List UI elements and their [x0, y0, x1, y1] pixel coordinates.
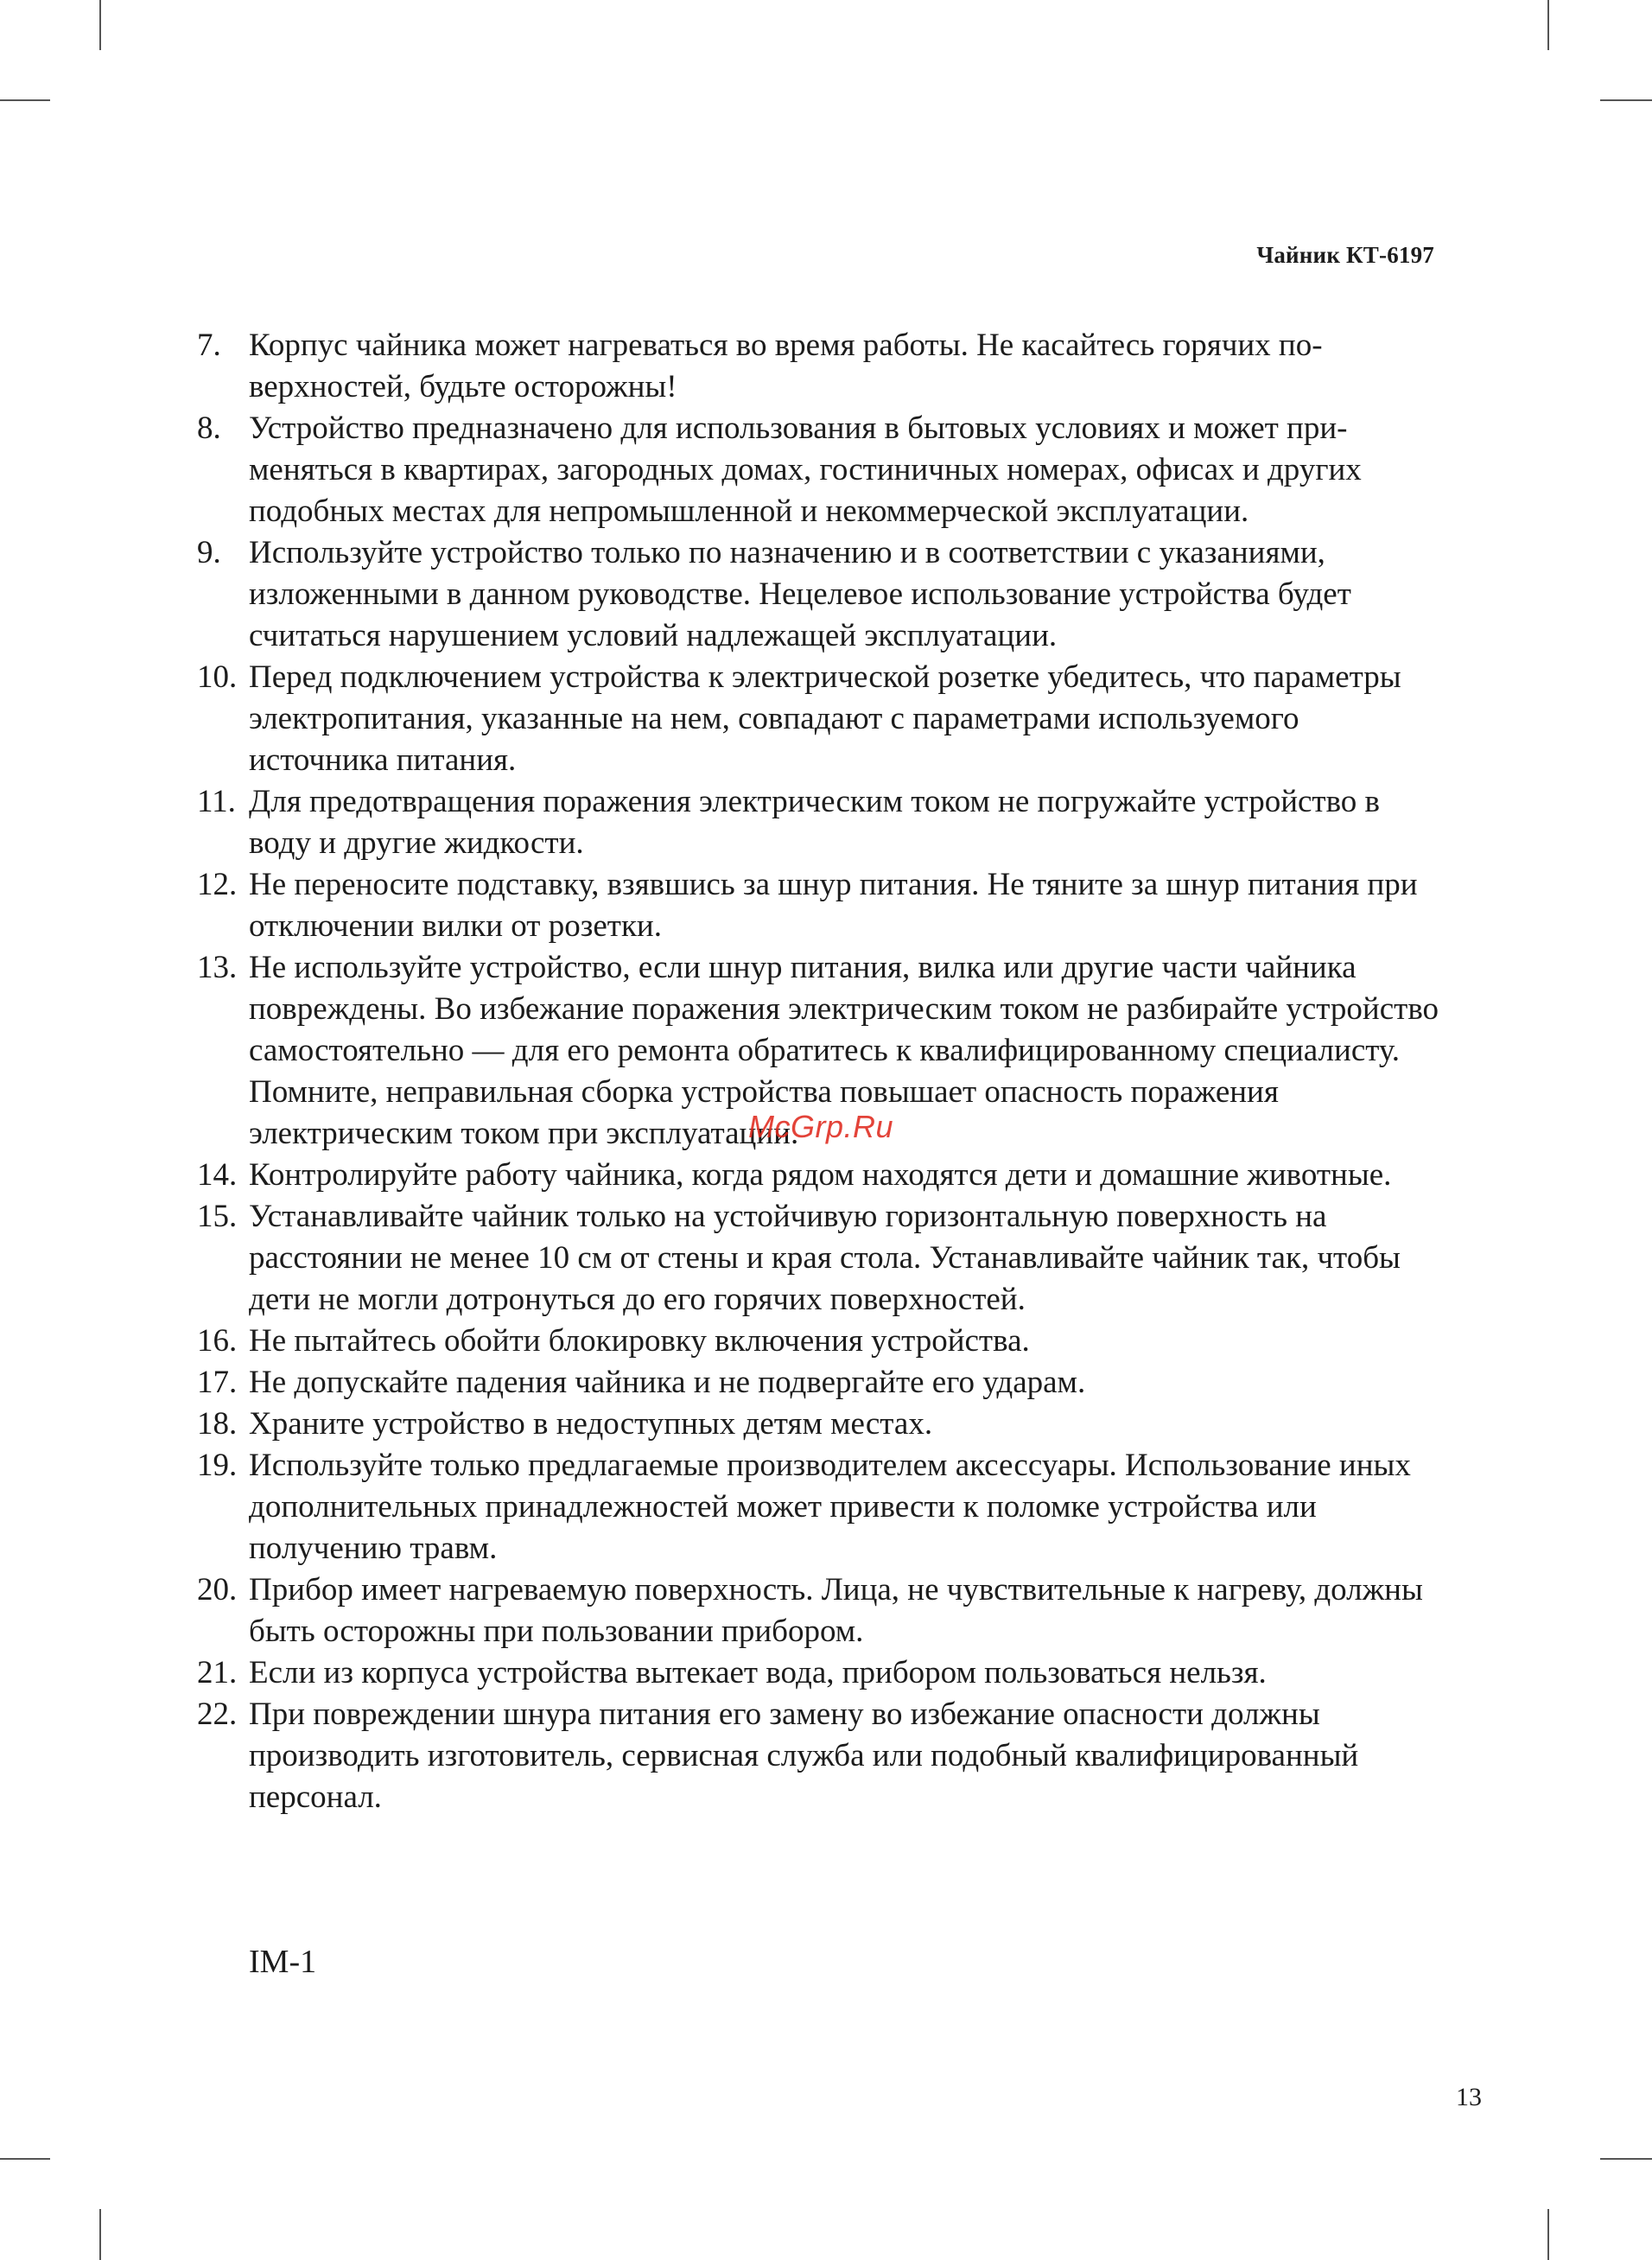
crop-mark-bottom-left: [99, 2209, 101, 2260]
item-text: Перед подключением устройства к электрической розетке убедитесь, что параметры электропитания, указанные на нем, совпадают с параметрами используемого источника питания.: [249, 659, 1401, 778]
list-item: [197, 1155, 1441, 1196]
list-item: [197, 1569, 1441, 1652]
item-number: 14.: [197, 1157, 238, 1193]
item-text: Если из корпуса устройства вытекает вода, прибором пользоваться нельзя.: [249, 1655, 1267, 1690]
item-number: 18.: [197, 1406, 238, 1442]
item-text: Корпус чайника может нагреваться во время работы. Не касайтесь горячих поверхностей, будьте осторожны!: [249, 328, 1323, 404]
item-number: 22.: [197, 1697, 238, 1732]
item-number: 13.: [197, 950, 238, 985]
item-text: При повреждении шнура питания его замену во избежание опасности должны производить изготовитель, сервисная служба или подобный квалифицированный персонал.: [249, 1697, 1359, 1815]
crop-mark-right-top: [1600, 99, 1652, 101]
item-text: Прибор имеет нагреваемую поверхность. Лица, не чувствительные к нагреву, должны быть осторожны при пользовании прибором.: [249, 1572, 1423, 1649]
list-item: [197, 864, 1441, 947]
item-number: 15.: [197, 1199, 238, 1234]
item-number: 8.: [197, 411, 221, 446]
list-item: [197, 657, 1441, 781]
list-item: [197, 1321, 1441, 1362]
item-number: 7.: [197, 328, 221, 363]
list-item: [197, 325, 1441, 408]
item-text: Используйте только предлагаемые производителем аксессуары. Использование иных дополнительных принадлежностей может привести к поломке устройства или получению травм.: [249, 1448, 1411, 1566]
item-text: Не пытайтесь обойти блокировку включения устройства.: [249, 1323, 1030, 1359]
page-number: 13: [1456, 2083, 1482, 2111]
item-text: Контролируйте работу чайника, когда рядом находятся дети и домашние животные.: [249, 1157, 1392, 1193]
safety-instructions-list: [197, 325, 1441, 1818]
running-header: Чайник КТ-6197: [1256, 242, 1434, 268]
item-text: Устанавливайте чайник только на устойчивую горизонтальную поверхность на расстоянии не менее 10 см от стены и края стола. Устанавливайте чайник так, чтобы дети не могли дотронуться до его горячих поверхностей.: [249, 1199, 1401, 1317]
list-item: [197, 1404, 1441, 1445]
item-text: Не используйте устройство, если шнур питания, вилка или другие части чайника повреждены. Во избежание поражения электрическим током не разбирайте устройство самостоятельно — для его ремонта обратитесь к квалифицированному специалисту. Помните, неправильная сборка устройства повышает опасность поражения электрическим током при эксплуатации.: [249, 950, 1439, 1151]
list-item: [197, 781, 1441, 864]
crop-mark-left-bottom: [0, 2158, 50, 2160]
item-text: Устройство предназначено для использования в бытовых условиях и может применяться в квартирах, загородных домах, гостиничных номерах, офисах и других подобных местах для непромышленной и некоммерческой эксплуатации.: [249, 411, 1362, 529]
item-text: Для предотвращения поражения электрическим током не погружайте устройство в воду и другие жидкости.: [249, 784, 1381, 861]
item-number: 16.: [197, 1323, 238, 1359]
list-item: [197, 1694, 1441, 1818]
crop-mark-top-right: [1547, 0, 1549, 50]
item-text: Не допускайте падения чайника и не подвергайте его ударам.: [249, 1365, 1086, 1400]
item-number: 10.: [197, 659, 238, 695]
document-code: IM-1: [249, 1944, 317, 1980]
item-text: Храните устройство в недоступных детям местах.: [249, 1406, 933, 1442]
item-number: 9.: [197, 535, 221, 570]
item-number: 19.: [197, 1448, 238, 1483]
item-number: 21.: [197, 1655, 238, 1690]
item-number: 20.: [197, 1572, 238, 1607]
item-text: Не переносите подставку, взявшись за шнур питания. Не тяните за шнур питания при отключении вилки от розетки.: [249, 867, 1418, 944]
crop-mark-right-bottom: [1600, 2158, 1652, 2160]
list-item: [197, 532, 1441, 657]
list-item: [197, 1196, 1441, 1321]
crop-mark-bottom-right: [1547, 2209, 1549, 2260]
watermark: McGrp.Ru: [748, 1109, 894, 1144]
list-item: [197, 1445, 1441, 1569]
item-number: 12.: [197, 867, 238, 902]
list-item: [197, 1652, 1441, 1694]
item-number: 17.: [197, 1365, 238, 1400]
list-item: [197, 408, 1441, 532]
list-item: [197, 1362, 1441, 1404]
item-number: 11.: [197, 784, 236, 819]
item-text: Используйте устройство только по назначению и в соответствии с указаниями, изложенными в данном руководстве. Нецелевое использование устройства будет считаться нарушением условий надлежащей эксплуатации.: [249, 535, 1351, 653]
crop-mark-top-left: [99, 0, 101, 50]
crop-mark-left-top: [0, 99, 50, 101]
